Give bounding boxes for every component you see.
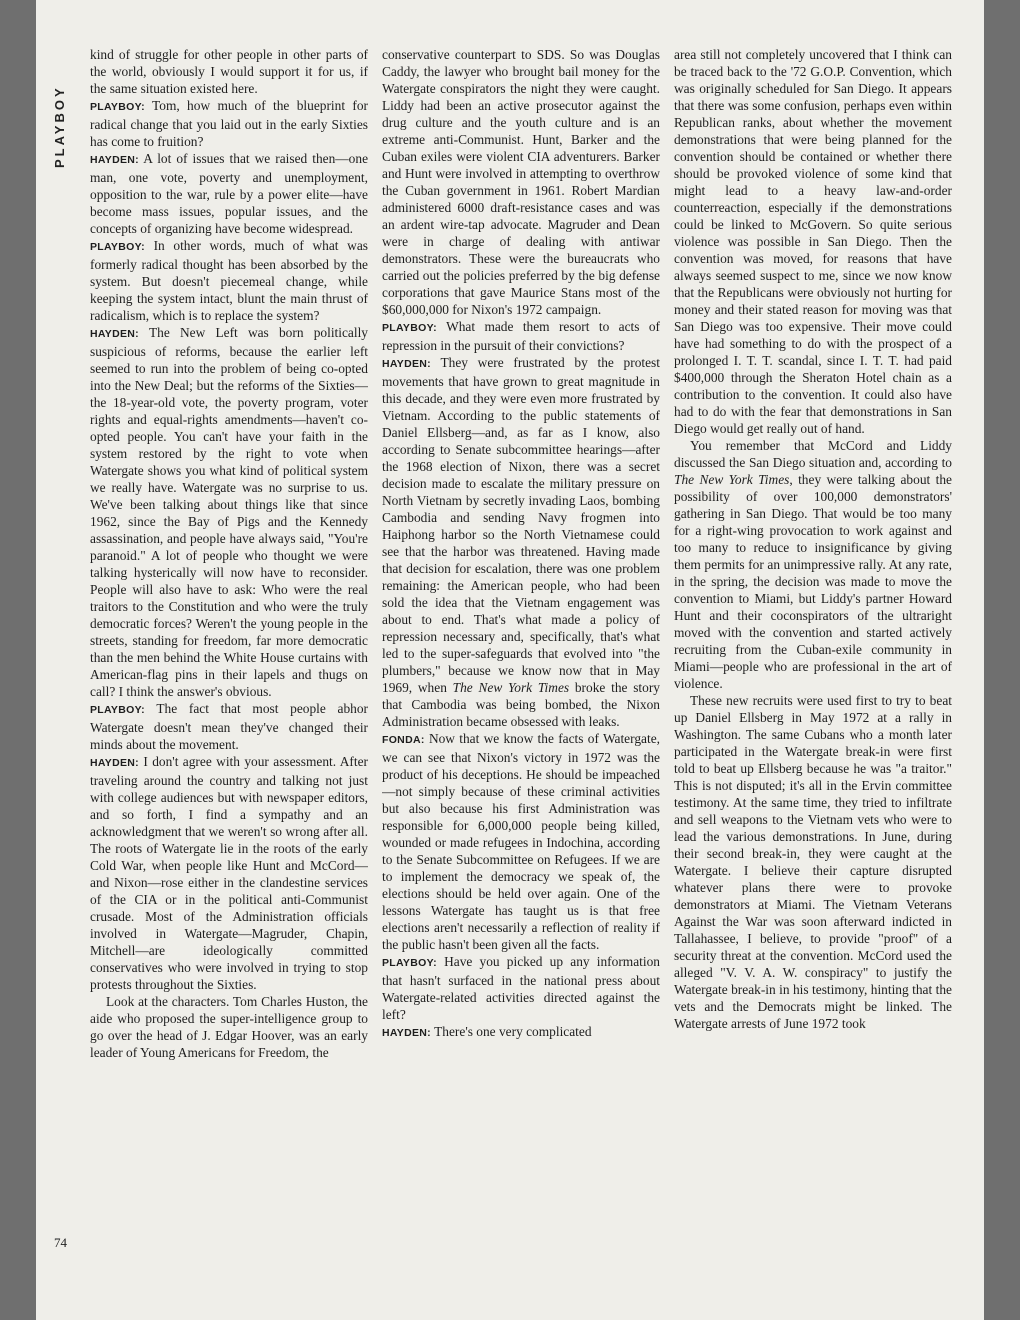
paragraph — [90, 46, 368, 97]
paragraph-text-continued: , they were talking about the possibility of over 100,000 demonstrators' gathering in San Diego. That would be too many for a right-wing provocation to work against and too many to reduce to insignificance by giving them permits for an unimpressive rally. At any rate, in the spring, the decision was made to move the convention to Miami, but Liddy's partner Howard Hunt and their coconspirators of the ultraright moved with the convention and started actively recruiting from the Cuban-exile community in Miami—people who are professional in the art of violence. — [674, 472, 952, 691]
paragraph-text: What made them resort to acts of repression in the pursuit of their convictions? — [382, 319, 660, 353]
paragraph — [90, 993, 368, 1061]
speaker-label: PLAYBOY: — [382, 322, 437, 334]
speaker-label: PLAYBOY: — [382, 957, 437, 969]
paragraph-text: You remember that McCord and Liddy discussed the San Diego situation and, according to — [674, 438, 952, 470]
speaker-label: PLAYBOY: — [90, 101, 145, 113]
paragraph-text: Look at the characters. Tom Charles Huston, the aide who proposed the super-intelligence group to go over the head of J. Edgar Hoover, was an early leader of Young Americans for Freedom, the — [90, 994, 368, 1060]
speaker-label: HAYDEN: — [382, 1027, 431, 1039]
paragraph-text: They were frustrated by the protest movements that have grown to great magnitude in this decade, and they were even more frustrated by Vietnam. According to the public statements of Daniel Ellsberg—and, as far as I know, also according to Senate subcommittee hearings—after the 1968 election of Nixon, there was a secret decision made to escalate the military pressure on North Vietnam by secretly invading Laos, bombing Cambodia and sending Navy frogmen into Haiphong harbor so the North Vietnamese could see that the harbor was threatened. Having made that decision for escalation, there was one problem remaining: the American people, who had been sold the idea that the Vietnam engagement was about to end. That's what made a policy of repression necessary and, specifically, that's what led to the super-safeguards that evolved into "the plumbers," because we know now that in May 1969, when — [382, 355, 660, 695]
speaker-label: HAYDEN: — [90, 757, 139, 769]
paragraph-text: kind of struggle for other people in other parts of the world, obviously I would support it for us, if the same situation existed here. — [90, 47, 368, 96]
paragraph-text: conservative counterpart to SDS. So was Douglas Caddy, the lawyer who brought bail money for the Watergate conspirators the night they were caught. Liddy had been an active prosecutor against the drug culture and the youth culture and is an extreme anti-Communist. Hunt, Barker and the Cuban exiles were violent CIA adventurers. Barker and Hunt were involved in attempting to overthrow the Cuban government in 1961. Robert Mardian administered 6000 draft-resistance cases and was an ardent wire-tap advocate. Magruder and Dean were in charge of dealing with antiwar demonstrators. These were the bureaucrats who carried out the policies preferred by the big defense corporations that gave Maurice Stans most of the $60,000,000 for Nixon's 1972 campaign. — [382, 47, 660, 317]
paragraph — [674, 692, 952, 1032]
paragraph — [382, 46, 660, 318]
paragraph-text: These new recruits were used first to try to beat up Daniel Ellsberg in May 1972 at a rally in Washington. The same Cubans who a month later participated in the Watergate break-in were first told to beat up Ellsberg because he was "a traitor." This is not disputed; it's all in the Ervin committee testimony. At the same time, they tried to infiltrate and sell weapons to the Vietnam vets who were to lead the various demonstrations. In June, during their second break-in, they were caught at the Watergate. I believe their capture disrupted whatever plans there were to provoke demonstrators at Miami. The Vietnam Veterans Against the War was soon afterward indicted in Tallahassee, I believe, to provide "proof" of a security threat at the convention. McCord used the alleged "V. V. A. W. conspiracy" to justify the Watergate break-in in his testimony, hinting that the vets and the Democrats might be linked. The Watergate arrests of June 1972 took — [674, 693, 952, 1031]
speaker-label: FONDA: — [382, 734, 425, 746]
paragraph — [382, 730, 660, 953]
paragraph — [90, 753, 368, 993]
paragraph — [90, 700, 368, 753]
paragraph-text: The New Left was born politically suspicious of reforms, because the earlier left seemed to run into the problem of being co-opted into the New Deal; but the reforms of the Sixties—the 18-year-old vote, the poverty program, voter rights and equal-rights amendments—haven't co-opted people. You can't have your faith in the system restored by the right to vote when Watergate shows you what kind of political system we really have. Watergate was no surprise to us. We've been talking about things like that since 1962, since the Bay of Pigs and the Kennedy assassination, and people have always said, "You're paranoid." A lot of people who thought we were talking hysterically will now have to reconsider. People will also have to ask: Who were the real traitors to the Constitution and who were the truly democratic forces? Weren't the young people in the streets, standing for freedom, far more democratic than the men behind the White House curtains with American-flag pins in their lapels and thugs on call? I think the answer's obvious. — [90, 325, 368, 699]
speaker-label: HAYDEN: — [90, 154, 139, 166]
speaker-label: PLAYBOY: — [90, 241, 145, 253]
paragraph — [674, 437, 952, 692]
paragraph — [90, 324, 368, 700]
paragraph-text: There's one very complicated — [434, 1024, 592, 1039]
speaker-label: HAYDEN: — [90, 328, 139, 340]
paragraph-text: area still not completely uncovered that I think can be traced back to the '72 G.O.P. Convention, which was originally scheduled for San Diego. It appears that there was some confusion, perhaps even within Republican ranks, about whether the movement demonstrations that were being planned for the convention should be contained or whether there should be provoked violence of some kind that might lead to a heavy law-and-order counterreaction, especially if the demonstrations could be linked to McGovern. So quite serious violence was possible in San Diego. Then the convention was moved, for reasons that have always seemed suspect to me, since we now know that the Republicans were obviously not hurting for money and their stated reason for moving was that San Diego was too expensive. Their move could have had something to do with the prospect of a prolonged I. T. T. scandal, since I. T. T. had paid $400,000 through the Sheraton Hotel chain as a contribution to the convention. It could also have had to do with the fear that demonstrations in San Diego would get really out of hand. — [674, 47, 952, 436]
masthead: PLAYBOY — [52, 85, 67, 169]
paragraph-text-continued: broke the story that Cambodia was being bombed, the Nixon Administration became obsessed with leaks. — [382, 680, 660, 729]
paragraph-text: Now that we know the facts of Watergate, we can see that Nixon's victory in 1972 was the product of his deceptions. He should be impeached—not simply because of these criminal activities but also because his first Administration was responsible for 6,000,000 people being killed, wounded or made refugees in Indochina, according to the Senate Subcommittee on Refugees. If we are to implement the democracy we speak of, the elections should be held over again. One of the lessons Watergate has taught us is that free elections aren't necessarily a reflection of reality if the public hasn't been given all the facts. — [382, 731, 660, 952]
paragraph — [382, 953, 660, 1023]
text-column-3 — [674, 46, 952, 1296]
speaker-label: PLAYBOY: — [90, 704, 145, 716]
speaker-label: HAYDEN: — [382, 358, 431, 370]
paragraph — [382, 1023, 660, 1042]
paragraph-text: Have you picked up any information that hasn't surfaced in the national press about Watergate-related activities directed against the left? — [382, 954, 660, 1022]
paragraph-text: Tom, how much of the blueprint for radical change that you laid out in the early Sixties has come to fruition? — [90, 98, 368, 149]
magazine-page — [36, 0, 984, 1320]
text-column-2 — [382, 46, 660, 1296]
paragraph-text: A lot of issues that we raised then—one man, one vote, poverty and unemployment, opposition to the war, rule by a power elite—have become mass issues, popular issues, and the concepts of organizing have become widespread. — [90, 151, 368, 236]
paragraph-text: In other words, much of what was formerly radical thought has been absorbed by the system. But doesn't piecemeal change, while keeping the system intact, blunt the main thrust of radicalism, which is to replace the system? — [90, 238, 368, 323]
paragraph-text: The fact that most people abhor Watergate doesn't mean they've changed their minds about the movement. — [90, 701, 368, 752]
paragraph — [382, 318, 660, 354]
publication-title: The New York Times — [452, 680, 570, 695]
page-number: 74 — [54, 1235, 67, 1250]
paragraph — [90, 237, 368, 324]
paragraph — [674, 46, 952, 437]
paragraph — [90, 97, 368, 150]
text-column-1 — [90, 46, 368, 1296]
paragraph — [382, 354, 660, 730]
publication-title: The New York Times — [674, 472, 790, 487]
paragraph-text: I don't agree with your assessment. After traveling around the country and talking not just with college audiences but with newspaper editors, and so forth, I find a sympathy and an acknowledgment that we weren't so wrong after all. The roots of Watergate lie in the roots of the early Cold War, when people like Hunt and McCord—and Nixon—rose either in the clandestine services of the CIA or in the political anti-Communist crusade. Most of the Administration officials involved in Watergate—Magruder, Chapin, Mitchell—are ideologically committed conservatives who were involved in trying to stop protests throughout the Sixties. — [90, 754, 368, 992]
paragraph — [90, 150, 368, 237]
